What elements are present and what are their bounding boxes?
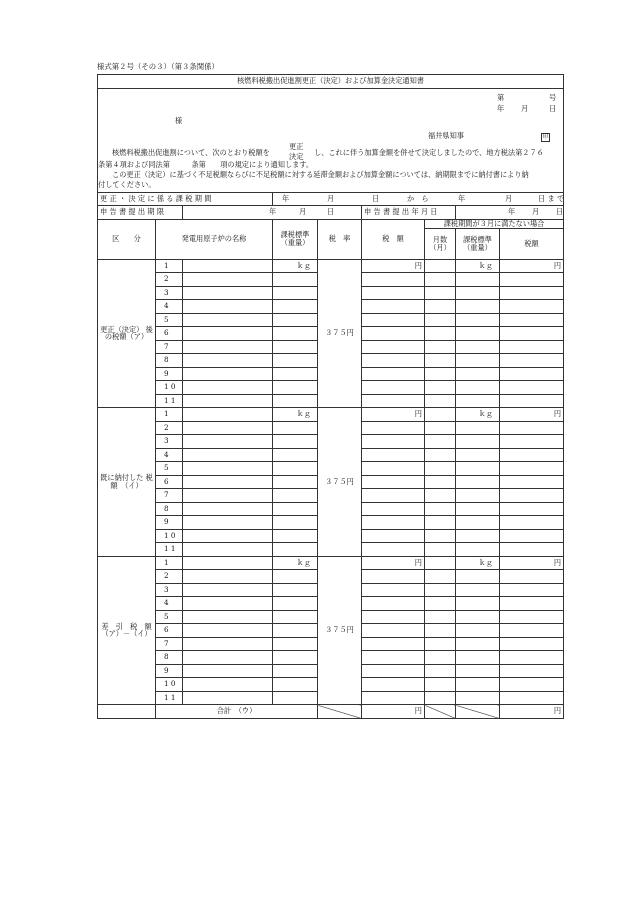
intro-line2: 条第４項および同法第 条第 項の規定により通知します。 [98, 159, 314, 169]
tax-base2-cell [456, 664, 500, 678]
filed-date-value [456, 206, 564, 220]
date-year: 年 [497, 103, 505, 113]
issuer-name: 福井県知事 [428, 130, 464, 140]
tax-base2-cell [456, 651, 500, 665]
reactor-name-cell [183, 286, 273, 300]
sections-body [98, 259, 564, 705]
row-number: 1 1 [156, 394, 183, 408]
months-cell [425, 340, 456, 354]
deadline-year: 年 [269, 207, 277, 216]
notice-header-block [98, 88, 564, 192]
total-months-slash [425, 705, 456, 719]
tax-amount-cell [362, 489, 425, 503]
period-month: 月 [327, 193, 335, 203]
tax-base2-cell [456, 583, 500, 597]
tax-amount2-cell [500, 624, 564, 638]
row-number: 5 [156, 610, 183, 624]
tax-base2-cell [456, 610, 500, 624]
row-number: 1 [156, 408, 183, 422]
tax-rate-value: ３７５円 [318, 259, 362, 408]
deadline-month: 月 [299, 207, 307, 216]
tax-amount2-cell [500, 502, 564, 516]
filed-year: 年 [508, 207, 516, 216]
header-kubun: 区 分 [98, 219, 156, 259]
period-kara: か ら [407, 193, 429, 203]
tax-amount2-cell [500, 273, 564, 287]
tax-amount2-cell [500, 340, 564, 354]
tax-base2-cell [456, 678, 500, 692]
reactor-name-cell [183, 367, 273, 381]
tax-base-cell [273, 489, 318, 503]
reactor-name-cell [183, 313, 273, 327]
tax-amount-unit: 円 [362, 259, 425, 273]
months-cell [425, 583, 456, 597]
months-cell [425, 516, 456, 530]
reactor-name-cell [183, 583, 273, 597]
tax-base-cell [273, 529, 318, 543]
period-label: 更 正 ・ 決 定 に 係 る 課 税 期 間 [98, 192, 273, 206]
tax-amount-cell [362, 381, 425, 395]
months-cell [425, 381, 456, 395]
tax-amount-unit: 円 [362, 556, 425, 570]
tax-base2-cell [456, 597, 500, 611]
months-cell [425, 448, 456, 462]
months-cell [425, 624, 456, 638]
reactor-name-cell [183, 300, 273, 314]
months-cell [425, 286, 456, 300]
tax-base-cell [273, 462, 318, 476]
row-number: 4 [156, 448, 183, 462]
tax-amount2-unit: 円 [500, 556, 564, 570]
months-cell [425, 678, 456, 692]
reactor-name-cell [183, 273, 273, 287]
tax-base2-cell [456, 691, 500, 705]
tax-base2-cell [456, 367, 500, 381]
tax-rate-value: ３７５円 [318, 408, 362, 557]
tax-amount2-cell [500, 651, 564, 665]
row-number: 1 [156, 259, 183, 273]
tax-base-cell [273, 313, 318, 327]
tax-base-unit: ｋｇ [273, 408, 318, 422]
row-number: 8 [156, 502, 183, 516]
period-day-made: 日 ま で [538, 193, 565, 203]
tax-base2-cell [456, 448, 500, 462]
tax-base-cell [273, 502, 318, 516]
reactor-name-cell [183, 421, 273, 435]
tax-base-cell [273, 300, 318, 314]
tax-base-cell [273, 543, 318, 557]
tax-base-cell [273, 664, 318, 678]
tax-amount2-unit: 円 [500, 408, 564, 422]
tax-amount2-cell [500, 462, 564, 476]
row-number: 8 [156, 354, 183, 368]
tax-amount-cell [362, 354, 425, 368]
table-row [98, 556, 564, 570]
months-cell [425, 637, 456, 651]
total-yen2: 円 [500, 705, 564, 719]
intro-line1-pre: 核燃料税搬出促進割について、次のとおり税額を [112, 147, 270, 157]
reactor-name-cell [183, 489, 273, 503]
document-title: 核燃料税搬出促進割更正（決定）および加算金決定通知書 [98, 75, 564, 89]
tax-amount-cell [362, 367, 425, 381]
tax-amount2-cell [500, 313, 564, 327]
months-cell [425, 421, 456, 435]
tax-base-unit: ｋｇ [273, 556, 318, 570]
tax-amount2-cell [500, 354, 564, 368]
tax-base2-cell [456, 327, 500, 341]
tax-amount-cell [362, 394, 425, 408]
tax-base2-cell [456, 313, 500, 327]
months-cell [425, 408, 456, 422]
tax-amount-unit: 円 [362, 408, 425, 422]
months-cell [425, 259, 456, 273]
total-yen: 円 [362, 705, 425, 719]
tax-base2-cell [456, 381, 500, 395]
tax-amount-cell [362, 448, 425, 462]
filed-month: 月 [532, 207, 540, 216]
tax-amount-cell [362, 516, 425, 530]
row-number: 9 [156, 664, 183, 678]
reactor-name-cell [183, 475, 273, 489]
tax-base2-cell [456, 516, 500, 530]
tax-rate-value: ３７５円 [318, 556, 362, 705]
tax-base-cell [273, 651, 318, 665]
tax-base2-unit: ｋｇ [456, 556, 500, 570]
reactor-name-cell [183, 408, 273, 422]
tax-base2-cell [456, 394, 500, 408]
reactor-name-cell [183, 381, 273, 395]
tax-amount-cell [362, 691, 425, 705]
tax-amount-cell [362, 502, 425, 516]
period-day: 日 [372, 193, 380, 203]
intro-line1-post: し、これに伴う加算金額を併せて決定しましたので、地方税法第２７６ [314, 147, 544, 157]
tax-base2-cell [456, 637, 500, 651]
reactor-name-cell [183, 435, 273, 449]
tax-amount2-unit: 円 [500, 259, 564, 273]
tax-base2-cell [456, 502, 500, 516]
row-number: 7 [156, 340, 183, 354]
reactor-name-cell [183, 462, 273, 476]
row-number: 2 [156, 570, 183, 584]
tax-amount-cell [362, 435, 425, 449]
date-month: 月 [521, 103, 529, 113]
tax-amount2-cell [500, 691, 564, 705]
months-cell [425, 273, 456, 287]
header-tax-base: 課税標準 （重量） [273, 219, 318, 259]
months-cell [425, 300, 456, 314]
months-cell [425, 664, 456, 678]
intro-line4: 付してください。 [98, 179, 156, 189]
tax-amount-cell [362, 300, 425, 314]
tax-amount-cell [362, 678, 425, 692]
tax-base2-cell [456, 462, 500, 476]
tax-base-cell [273, 691, 318, 705]
row-number: 5 [156, 313, 183, 327]
tax-amount2-cell [500, 327, 564, 341]
reactor-name-cell [183, 597, 273, 611]
reactor-name-cell [183, 678, 273, 692]
tax-amount2-cell [500, 435, 564, 449]
tax-amount-cell [362, 583, 425, 597]
row-number: 9 [156, 367, 183, 381]
row-number: 1 [156, 556, 183, 570]
row-number: 3 [156, 435, 183, 449]
addressee-sama: 様 [175, 115, 183, 125]
tax-base2-cell [456, 273, 500, 287]
tax-base-cell [273, 273, 318, 287]
tax-amount-cell [362, 462, 425, 476]
tax-amount-cell [362, 421, 425, 435]
tax-amount2-cell [500, 516, 564, 530]
total-base-slash [456, 705, 500, 719]
tax-amount-cell [362, 624, 425, 638]
tax-base-cell [273, 570, 318, 584]
section-label: 差 引 税 額 （ア）－（イ） [98, 556, 156, 705]
tax-base2-unit: ｋｇ [456, 259, 500, 273]
months-cell [425, 651, 456, 665]
tax-base2-cell [456, 570, 500, 584]
tax-base2-cell [456, 354, 500, 368]
deadline-value [183, 206, 362, 220]
tax-amount-cell [362, 610, 425, 624]
row-number: 1 1 [156, 691, 183, 705]
row-number: 3 [156, 583, 183, 597]
header-tax-base2: 課税標準 （重量） [456, 228, 500, 259]
table-row [98, 259, 564, 273]
reactor-name-cell [183, 556, 273, 570]
months-cell [425, 502, 456, 516]
months-cell [425, 570, 456, 584]
option-koushin: 更正 [289, 141, 304, 151]
tax-base-cell [273, 610, 318, 624]
period-month2: 月 [505, 193, 513, 203]
reactor-name-cell [183, 570, 273, 584]
reactor-name-cell [183, 664, 273, 678]
header-short-period: 課税期間が３月に満たない場合 [425, 219, 564, 228]
reactor-name-cell [183, 340, 273, 354]
intro-line3: この更正（決定）に基づく不足税額ならびに不足税額に対する延滞金額および加算金額については、納期限までに納付書により納 [112, 169, 529, 179]
tax-base-cell [273, 354, 318, 368]
reactor-name-cell [183, 543, 273, 557]
tax-amount2-cell [500, 597, 564, 611]
tax-amount2-cell [500, 394, 564, 408]
tax-amount-cell [362, 529, 425, 543]
header-months: 月数 （月） [425, 228, 456, 259]
total-blank [98, 705, 156, 719]
filed-date-label: 申 告 書 提 出 年 月 日 [362, 206, 456, 220]
row-number: 6 [156, 475, 183, 489]
row-number: 4 [156, 300, 183, 314]
tax-amount-cell [362, 273, 425, 287]
tax-base2-cell [456, 435, 500, 449]
row-number: 9 [156, 516, 183, 530]
tax-amount-cell [362, 637, 425, 651]
row-number: 4 [156, 597, 183, 611]
tax-amount-cell [362, 327, 425, 341]
header-reactor-name: 発電用原子炉の名称 [156, 219, 273, 259]
months-cell [425, 367, 456, 381]
reactor-name-cell [183, 610, 273, 624]
notice-form-table [97, 74, 564, 719]
tax-amount2-cell [500, 529, 564, 543]
tax-base-cell [273, 583, 318, 597]
tax-base-cell [273, 286, 318, 300]
tax-base2-cell [456, 475, 500, 489]
deadline-label: 申 告 書 提 出 期 限 [98, 206, 183, 220]
period-year: 年 [282, 193, 290, 203]
reactor-name-cell [183, 502, 273, 516]
tax-amount2-cell [500, 678, 564, 692]
tax-base2-cell [456, 421, 500, 435]
tax-amount2-cell [500, 610, 564, 624]
months-cell [425, 394, 456, 408]
total-rate-slash [318, 705, 362, 719]
months-cell [425, 475, 456, 489]
reactor-name-cell [183, 516, 273, 530]
tax-base-cell [273, 624, 318, 638]
months-cell [425, 354, 456, 368]
tax-base-unit: ｋｇ [273, 259, 318, 273]
tax-amount-cell [362, 570, 425, 584]
tax-amount2-cell [500, 367, 564, 381]
number-go: 号 [549, 92, 557, 102]
months-cell [425, 556, 456, 570]
filed-day: 日 [556, 207, 564, 216]
header-tax-amount2: 税額 [500, 228, 564, 259]
total-label: 合計 （ウ） [156, 705, 318, 719]
row-number: 1 0 [156, 381, 183, 395]
number-dai: 第 [497, 92, 505, 102]
reactor-name-cell [183, 651, 273, 665]
tax-base-cell [273, 381, 318, 395]
row-number: 7 [156, 489, 183, 503]
tax-base-cell [273, 367, 318, 381]
tax-amount2-cell [500, 475, 564, 489]
tax-base-cell [273, 340, 318, 354]
tax-base-cell [273, 448, 318, 462]
tax-amount2-cell [500, 637, 564, 651]
tax-amount-cell [362, 651, 425, 665]
tax-base-cell [273, 637, 318, 651]
tax-amount-cell [362, 597, 425, 611]
months-cell [425, 327, 456, 341]
tax-amount2-cell [500, 664, 564, 678]
tax-amount2-cell [500, 543, 564, 557]
months-cell [425, 529, 456, 543]
row-number: 1 1 [156, 543, 183, 557]
months-cell [425, 543, 456, 557]
tax-amount-cell [362, 664, 425, 678]
section-label: 更正（決定） 後の税額（ア） [98, 259, 156, 408]
tax-base2-cell [456, 529, 500, 543]
months-cell [425, 313, 456, 327]
reactor-name-cell [183, 637, 273, 651]
reactor-name-cell [183, 354, 273, 368]
months-cell [425, 435, 456, 449]
row-number: 8 [156, 651, 183, 665]
tax-amount2-cell [500, 381, 564, 395]
reactor-name-cell [183, 259, 273, 273]
tax-base2-cell [456, 489, 500, 503]
tax-amount2-cell [500, 448, 564, 462]
tax-base-cell [273, 327, 318, 341]
tax-amount2-cell [500, 300, 564, 314]
tax-base2-cell [456, 543, 500, 557]
tax-amount-cell [362, 475, 425, 489]
tax-base2-unit: ｋｇ [456, 408, 500, 422]
tax-amount2-cell [500, 421, 564, 435]
row-number: 5 [156, 462, 183, 476]
tax-amount2-cell [500, 286, 564, 300]
tax-base-cell [273, 435, 318, 449]
tax-amount-cell [362, 543, 425, 557]
tax-base-cell [273, 516, 318, 530]
reactor-name-cell [183, 448, 273, 462]
tax-base2-cell [456, 624, 500, 638]
row-number: 1 0 [156, 678, 183, 692]
row-number: 7 [156, 637, 183, 651]
reactor-name-cell [183, 529, 273, 543]
months-cell [425, 691, 456, 705]
option-kettei: 決定 [289, 151, 304, 161]
tax-base-cell [273, 597, 318, 611]
row-number: 1 0 [156, 529, 183, 543]
period-year2: 年 [458, 193, 466, 203]
tax-base-cell [273, 475, 318, 489]
seal-mark: 印 [542, 133, 549, 140]
table-row [98, 408, 564, 422]
deadline-day: 日 [327, 207, 335, 216]
months-cell [425, 489, 456, 503]
date-day: 日 [549, 103, 557, 113]
tax-base-cell [273, 678, 318, 692]
reactor-name-cell [183, 394, 273, 408]
reactor-name-cell [183, 691, 273, 705]
tax-amount2-cell [500, 570, 564, 584]
header-tax-rate: 税 率 [318, 219, 362, 259]
row-number: 6 [156, 624, 183, 638]
tax-base-cell [273, 421, 318, 435]
tax-amount-cell [362, 340, 425, 354]
tax-base2-cell [456, 286, 500, 300]
months-cell [425, 462, 456, 476]
tax-base-cell [273, 394, 318, 408]
tax-base2-cell [456, 340, 500, 354]
reactor-name-cell [183, 624, 273, 638]
row-number: 3 [156, 286, 183, 300]
reactor-name-cell [183, 327, 273, 341]
tax-amount-cell [362, 286, 425, 300]
tax-base2-cell [456, 300, 500, 314]
header-tax-amount: 税 額 [362, 219, 425, 259]
period-value [273, 192, 564, 206]
tax-amount-cell [362, 313, 425, 327]
section-label: 既に納付した 税 額 （イ） [98, 408, 156, 557]
tax-amount2-cell [500, 489, 564, 503]
row-number: 2 [156, 421, 183, 435]
form-number: 様式第２号（その３）（第３条関係） [97, 62, 219, 71]
months-cell [425, 610, 456, 624]
row-number: 2 [156, 273, 183, 287]
months-cell [425, 597, 456, 611]
tax-amount2-cell [500, 583, 564, 597]
row-number: 6 [156, 327, 183, 341]
